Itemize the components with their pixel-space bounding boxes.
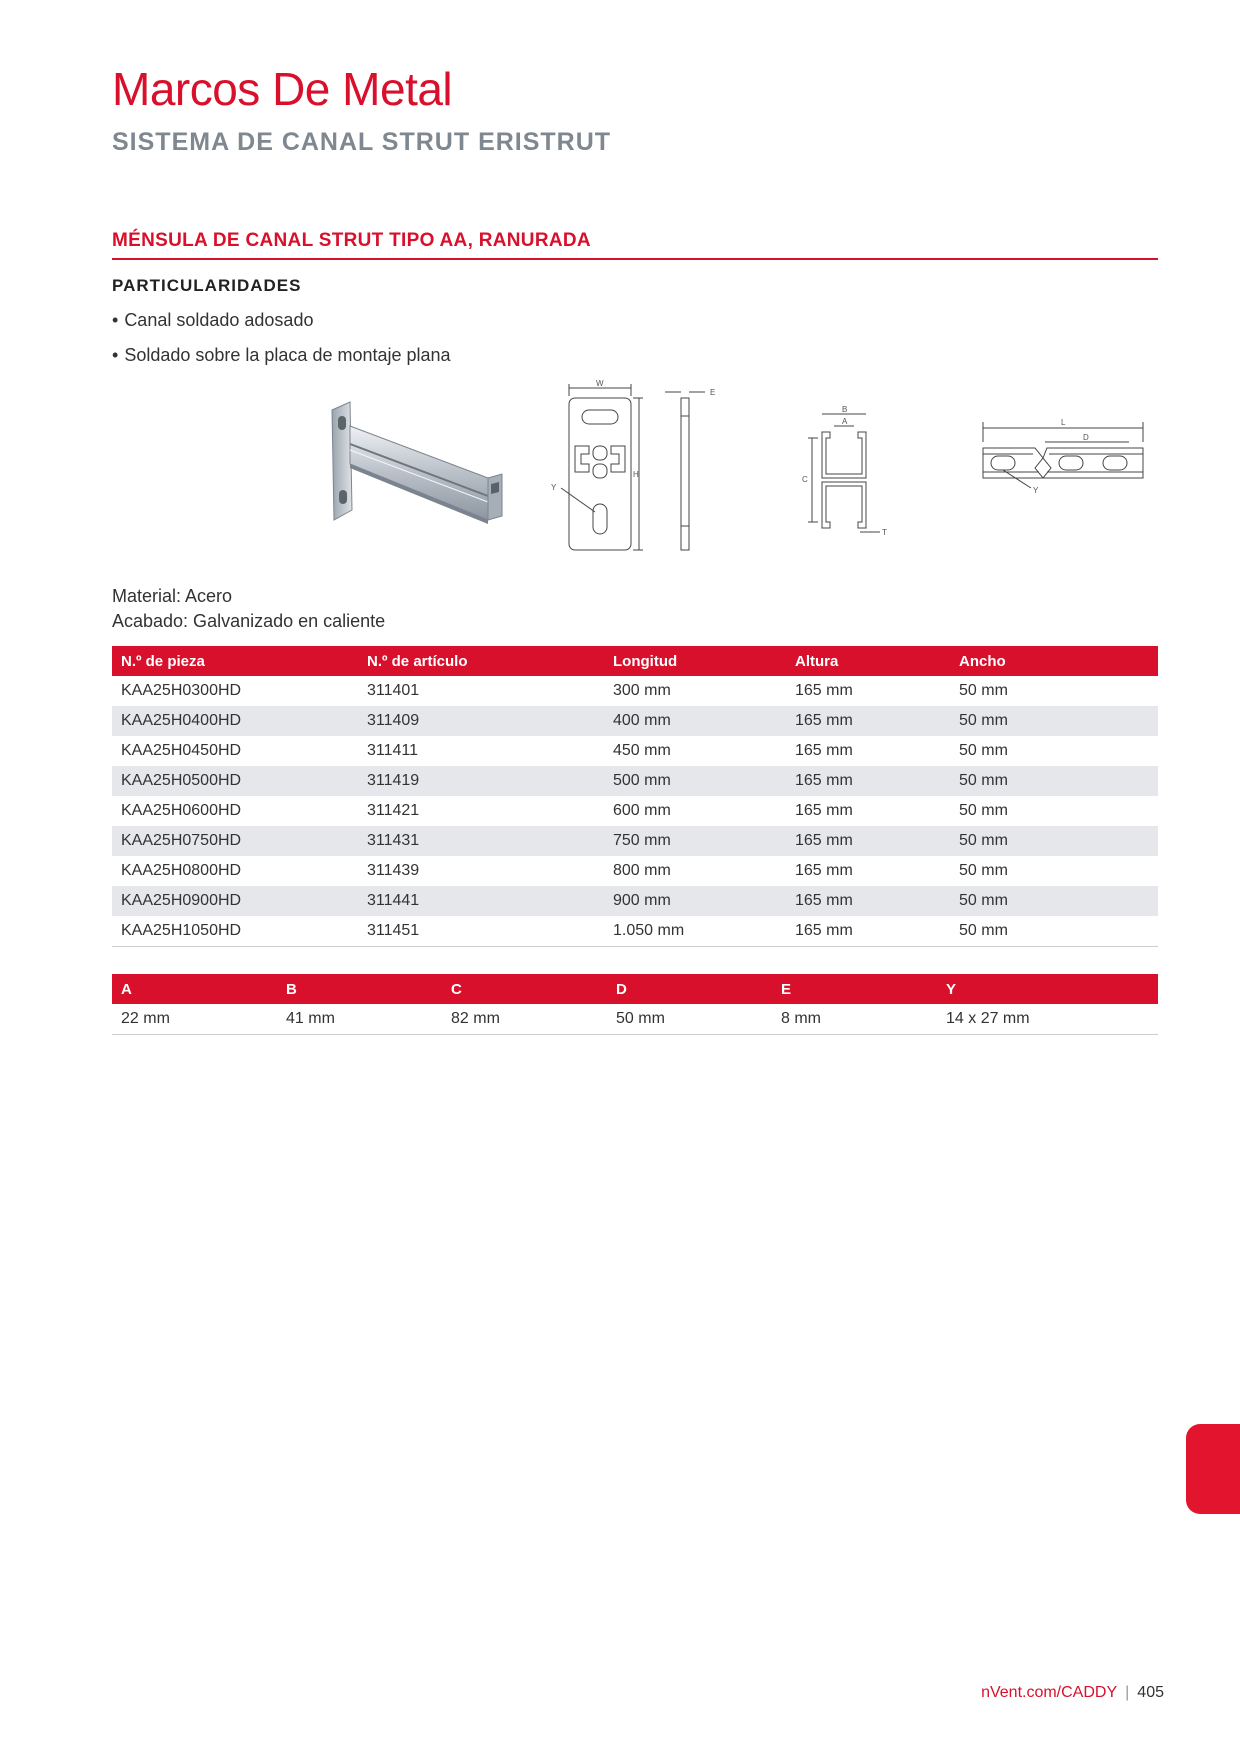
height: 165 mm — [795, 862, 853, 879]
product-title: MÉNSULA DE CANAL STRUT TIPO AA, RANURADA — [112, 230, 1158, 260]
label-y: Y — [551, 483, 557, 492]
page-title: Marcos De Metal — [112, 63, 453, 115]
table-row — [112, 826, 1158, 856]
dim-d: 50 mm — [607, 1004, 772, 1035]
height: 165 mm — [786, 706, 950, 736]
part-number: KAA25H1050HD — [112, 916, 358, 947]
section-drawing — [800, 402, 900, 542]
footer-url[interactable]: nVent.com/CADDY — [981, 1684, 1118, 1701]
height: 165 mm — [786, 766, 950, 796]
width: 50 mm — [959, 742, 1008, 759]
label-w: W — [596, 379, 604, 388]
part-number: KAA25H0400HD — [112, 706, 358, 736]
length: 900 mm — [604, 886, 786, 916]
table-row — [112, 1004, 1158, 1035]
column-header: B — [277, 974, 442, 1004]
product-image — [320, 392, 520, 542]
article-number: 311439 — [367, 862, 420, 879]
label-d: D — [1083, 433, 1089, 442]
part-number: KAA25H0900HD — [112, 886, 358, 916]
length: 400 mm — [604, 706, 786, 736]
features-list — [112, 308, 451, 378]
dim-a: 22 mm — [112, 1004, 277, 1035]
length: 500 mm — [604, 766, 786, 796]
section-tab — [1186, 1424, 1240, 1514]
channel-drawing — [975, 416, 1155, 506]
width: 50 mm — [959, 862, 1008, 879]
part-number: KAA25H0600HD — [121, 802, 242, 819]
part-number: KAA25H0450HD — [121, 742, 242, 759]
article-number: 311401 — [367, 682, 420, 699]
width: 50 mm — [959, 802, 1008, 819]
finish-text: Acabado: Galvanizado en caliente — [112, 611, 386, 631]
material-text: Material: Acero — [112, 586, 233, 606]
height: 165 mm — [795, 682, 853, 699]
feature-item: • Soldado sobre la placa de montaje plana — [112, 343, 451, 378]
label-y-channel: Y — [1033, 486, 1039, 495]
page-number: 405 — [1137, 1684, 1164, 1701]
width: 50 mm — [950, 706, 1158, 736]
label-h: H — [633, 470, 639, 479]
label-e: E — [710, 388, 716, 397]
width: 50 mm — [950, 886, 1158, 916]
column-header: Ancho — [950, 646, 1158, 676]
article-number: 311409 — [358, 706, 604, 736]
features-heading: PARTICULARIDADES — [112, 276, 302, 295]
length: 300 mm — [613, 682, 671, 699]
dim-y: 14 x 27 mm — [937, 1004, 1158, 1035]
column-header: C — [442, 974, 607, 1004]
width: 50 mm — [950, 916, 1158, 947]
length: 600 mm — [613, 802, 671, 819]
dim-e: 8 mm — [772, 1004, 937, 1035]
column-header: E — [772, 974, 937, 1004]
table-row — [112, 766, 1158, 796]
table-row — [112, 856, 1158, 886]
label-c: C — [802, 475, 808, 484]
column-header: D — [607, 974, 772, 1004]
label-l: L — [1061, 418, 1066, 427]
dimensions-table — [112, 974, 1158, 1035]
height: 165 mm — [795, 742, 853, 759]
width: 50 mm — [950, 766, 1158, 796]
dim-b: 41 mm — [277, 1004, 442, 1035]
column-header: A — [112, 974, 277, 1004]
length: 1.050 mm — [604, 916, 786, 947]
length: 800 mm — [613, 862, 671, 879]
height: 165 mm — [786, 916, 950, 947]
label-a: A — [842, 417, 848, 426]
plate-drawing — [535, 376, 735, 556]
table-row — [112, 676, 1158, 706]
column-header: Longitud — [604, 646, 786, 676]
parts-table — [112, 646, 1158, 947]
part-number: KAA25H0500HD — [112, 766, 358, 796]
article-number: 311411 — [367, 742, 419, 759]
footer-separator: | — [1125, 1684, 1130, 1701]
article-number: 311441 — [358, 886, 604, 916]
length: 750 mm — [604, 826, 786, 856]
footer — [981, 1684, 1164, 1702]
material-info — [112, 584, 385, 634]
column-header: Y — [937, 974, 1158, 1004]
height: 165 mm — [786, 886, 950, 916]
table-header-row — [112, 646, 1158, 676]
table-row — [112, 736, 1158, 766]
column-header: Altura — [786, 646, 950, 676]
label-b: B — [842, 405, 848, 414]
article-number: 311421 — [367, 802, 420, 819]
dim-c: 82 mm — [442, 1004, 607, 1035]
table-row — [112, 886, 1158, 916]
article-number: 311431 — [358, 826, 604, 856]
part-number: KAA25H0800HD — [121, 862, 242, 879]
table-row — [112, 796, 1158, 826]
column-header: N.º de pieza — [112, 646, 358, 676]
part-number: KAA25H0750HD — [112, 826, 358, 856]
width: 50 mm — [959, 682, 1008, 699]
part-number: KAA25H0300HD — [121, 682, 242, 699]
feature-item: • Canal soldado adosado — [112, 308, 451, 343]
table-row — [112, 706, 1158, 736]
article-number: 311419 — [358, 766, 604, 796]
height: 165 mm — [795, 802, 853, 819]
length: 450 mm — [613, 742, 671, 759]
table-row — [112, 916, 1158, 947]
width: 50 mm — [950, 826, 1158, 856]
label-t: T — [882, 528, 887, 537]
table-header-row — [112, 974, 1158, 1004]
page-subtitle: SISTEMA DE CANAL STRUT ERISTRUT — [112, 128, 612, 156]
article-number: 311451 — [358, 916, 604, 947]
height: 165 mm — [786, 826, 950, 856]
column-header: N.º de artículo — [358, 646, 604, 676]
